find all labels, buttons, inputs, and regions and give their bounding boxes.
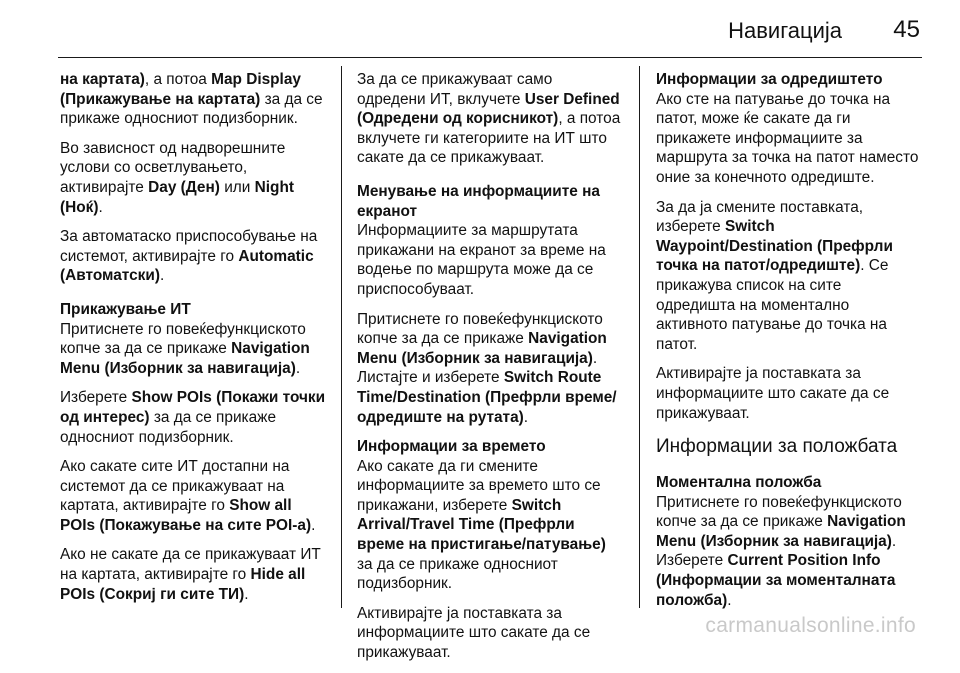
paragraph: Притиснете го повеќефункциското копче за да се прикаже Navigation Menu (Изборник за навигација). bbox=[60, 320, 310, 377]
page-header bbox=[0, 0, 960, 62]
paragraph: Притиснете го повеќефункциското копче за да се прикаже Navigation Menu (Изборник за навигација). Изберете Current Position Info (Информации за моменталната положба). bbox=[656, 493, 906, 609]
paragraph: Ако сакате да ги смените информациите за времето што се прикажани, изберете Switch Arrival/Travel Time (Префрли време на пристигање/патување) за да се прикаже односниот подизборник. bbox=[357, 457, 606, 593]
page-number: 45 bbox=[893, 16, 920, 43]
paragraph: Ако сакате сите ИТ достапни на системот да се прикажуваат на картата, активирајте го Show all POIs (Покажување на сите POI-а). bbox=[60, 458, 316, 534]
subheading: Моментална положба bbox=[656, 474, 822, 492]
column-2 bbox=[357, 70, 625, 673]
watermark: carmanualsonline.info bbox=[705, 614, 916, 637]
paragraph: Изберете Show POIs (Покажи точки од интерес) за да се прикаже односниот подизборник. bbox=[60, 389, 326, 446]
paragraph: За да ја смените поставката, изберете Switch Waypoint/Destination (Префрли точка на патот/одредиште). Се прикажува список на сите одредишта на моментално активното патување до точка на патот. bbox=[656, 198, 893, 353]
paragraph: Ако сте на патување до точка на патот, може ќе сакате да ги прикажете информациите за маршрута за точка на патот наместо оние за конечното одредиште. bbox=[656, 90, 919, 186]
column-divider-2 bbox=[639, 66, 640, 608]
subheading: Информации за времето bbox=[357, 438, 546, 456]
paragraph: За да се прикажуваат само одредени ИТ, вклучете User Defined (Одредени од корисникот), а потоа вклучете ги категориите на ИТ што сакате да се прикажуваат. bbox=[357, 71, 621, 167]
header-rule bbox=[58, 57, 922, 58]
subheading: Прикажување ИТ bbox=[60, 300, 191, 318]
chapter-title: Навигација bbox=[728, 18, 842, 43]
paragraph: Ако не сакате да се прикажуваат ИТ на картата, активирајте го Hide all POIs (Сокриј ги сите ТИ). bbox=[60, 546, 321, 603]
paragraph: на картата), а потоа Map Display (Прикажување на картата) за да се прикаже односниот подизборник. bbox=[60, 71, 323, 128]
paragraph: Активирајте ја поставката за информациите што сакате да се прикажуваат. bbox=[357, 604, 591, 662]
column-3 bbox=[656, 70, 924, 620]
subheading: Менување на информациите на екранот bbox=[357, 182, 600, 220]
paragraph: За автоматаско приспособување на системот, активирајте го Automatic (Автоматски). bbox=[60, 228, 318, 285]
subheading: Информации за одредиштето bbox=[656, 71, 883, 88]
column-divider-1 bbox=[341, 66, 342, 608]
column-1 bbox=[60, 70, 328, 614]
paragraph: Во зависност од надворешните услови со осветлувањето, активирајте Day (Ден) или Night (Ноќ). bbox=[60, 139, 294, 216]
section-heading: Информации за положбата bbox=[656, 436, 898, 458]
paragraph: Информациите за маршрутата прикажани на екранот за време на водење по маршрута може да се приспособуваат. bbox=[357, 222, 606, 298]
paragraph: Притиснете го повеќефункциското копче за да се прикаже Navigation Menu (Изборник за навигација). Листајте и изберете Switch Route Time/Destination (Префрли време/одредиште на рутата). bbox=[357, 310, 617, 426]
paragraph: Активирајте ја поставката за информациите што сакате да се прикажуваат. bbox=[656, 365, 890, 422]
